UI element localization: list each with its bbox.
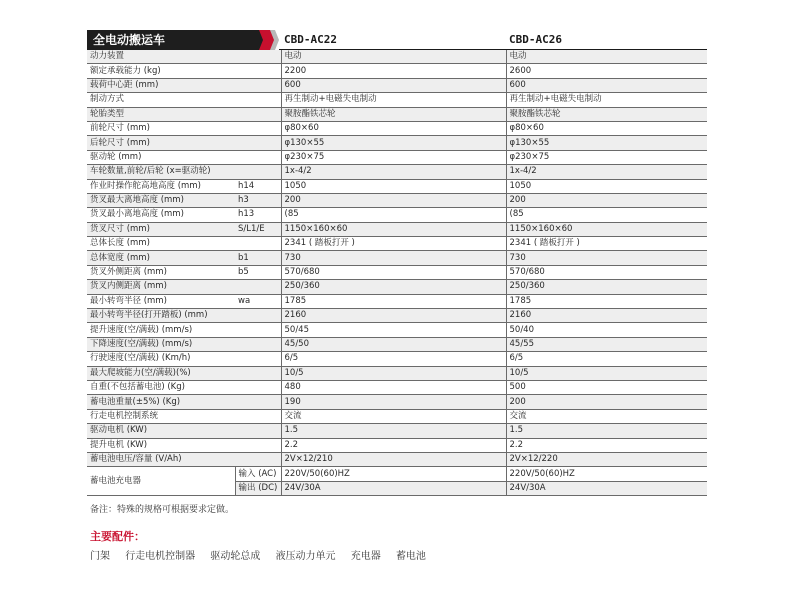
table-row — [87, 280, 707, 294]
spec-value-2: 200 — [506, 395, 707, 409]
spec-value-1: (85 — [281, 208, 506, 222]
spec-code — [235, 352, 281, 366]
spec-label: 制动方式 — [87, 93, 235, 107]
charger-sub-label: 输入 (AC) — [235, 467, 281, 481]
spec-code — [235, 380, 281, 394]
model-name-2: CBD-AC26 — [509, 33, 562, 46]
spec-value-2: 聚胺酯铁芯轮 — [506, 107, 707, 121]
spec-label: 蓄电池电压/容量 (V/Ah) — [87, 452, 235, 466]
spec-value-1: 聚胺酯铁芯轮 — [281, 107, 506, 121]
table-row — [87, 309, 707, 323]
table-row — [87, 208, 707, 222]
charger-sub-label: 输出 (DC) — [235, 481, 281, 495]
table-row — [87, 352, 707, 366]
spec-label: 蓄电池重量(±5%) (Kg) — [87, 395, 235, 409]
spec-label: 提升速度(空/满载) (mm/s) — [87, 323, 235, 337]
spec-value-2: 10/5 — [506, 366, 707, 380]
part-item: 蓄电池 — [395, 551, 426, 562]
spec-code — [235, 424, 281, 438]
table-row — [87, 424, 707, 438]
spec-label: 前轮尺寸 (mm) — [87, 121, 235, 135]
spec-code — [235, 280, 281, 294]
spec-value-2: 1150×160×60 — [506, 222, 707, 236]
spec-value-2: (85 — [506, 208, 707, 222]
spec-value-1: φ130×55 — [281, 136, 506, 150]
part-item: 行走电机控制器 — [125, 551, 196, 562]
page-title: 全电动搬运车 — [93, 33, 166, 47]
spec-code — [235, 150, 281, 164]
spec-header — [87, 30, 707, 50]
spec-code: b1 — [235, 251, 281, 265]
parts-title: 主要配件： — [90, 530, 145, 543]
spec-value-1: 570/680 — [281, 265, 506, 279]
spec-value-2: 200 — [506, 193, 707, 207]
spec-table — [87, 50, 707, 496]
part-item: 充电器 — [350, 551, 381, 562]
spec-code — [235, 165, 281, 179]
table-row — [87, 93, 707, 107]
spec-label: 额定承载能力 (kg) — [87, 64, 235, 78]
spec-label: 提升电机 (KW) — [87, 438, 235, 452]
spec-value-1: 480 — [281, 380, 506, 394]
spec-value-1: 2V×12/210 — [281, 452, 506, 466]
spec-value-1: 交流 — [281, 409, 506, 423]
spec-label: 最小转弯半径(打开踏板) (mm) — [87, 309, 235, 323]
table-row — [87, 121, 707, 135]
spec-value-2: 570/680 — [506, 265, 707, 279]
table-row — [87, 438, 707, 452]
spec-value-2: 2160 — [506, 309, 707, 323]
spec-label: 最大爬坡能力(空/满载)(%) — [87, 366, 235, 380]
spec-value-1: φ80×60 — [281, 121, 506, 135]
table-row — [87, 452, 707, 466]
spec-value-1: 50/45 — [281, 323, 506, 337]
spec-value-2: 1.5 — [506, 424, 707, 438]
table-row — [87, 467, 707, 481]
table-row — [87, 78, 707, 92]
table-row — [87, 150, 707, 164]
table-row — [87, 265, 707, 279]
spec-value-1: φ230×75 — [281, 150, 506, 164]
spec-value-1: 45/50 — [281, 337, 506, 351]
spec-value-2: 2.2 — [506, 438, 707, 452]
spec-value-1: 2341 ( 踏板打开 ) — [281, 237, 506, 251]
part-item: 液压动力单元 — [275, 551, 336, 562]
part-item: 驱动轮总成 — [210, 551, 261, 562]
charger-value-1: 24V/30A — [281, 481, 506, 495]
spec-code — [235, 366, 281, 380]
spec-value-2: 交流 — [506, 409, 707, 423]
table-row — [87, 237, 707, 251]
spec-code — [235, 78, 281, 92]
spec-value-2: φ230×75 — [506, 150, 707, 164]
spec-value-2: 730 — [506, 251, 707, 265]
spec-value-2: 600 — [506, 78, 707, 92]
charger-value-2: 24V/30A — [506, 481, 707, 495]
spec-code: wa — [235, 294, 281, 308]
spec-code: h3 — [235, 193, 281, 207]
spec-value-1: 再生制动+电磁失电制动 — [281, 93, 506, 107]
spec-value-2: 500 — [506, 380, 707, 394]
parts-list — [90, 547, 438, 562]
table-row — [87, 337, 707, 351]
spec-label: 货叉内侧距离 (mm) — [87, 280, 235, 294]
spec-value-2: 1050 — [506, 179, 707, 193]
table-row — [87, 165, 707, 179]
table-row — [87, 395, 707, 409]
spec-value-2: 250/360 — [506, 280, 707, 294]
table-row — [87, 136, 707, 150]
spec-label: 下降速度(空/满载) (mm/s) — [87, 337, 235, 351]
part-item: 门架 — [90, 551, 110, 562]
spec-value-2: 再生制动+电磁失电制动 — [506, 93, 707, 107]
table-row — [87, 366, 707, 380]
spec-value-1: 1.5 — [281, 424, 506, 438]
spec-code: S/L1/E — [235, 222, 281, 236]
spec-label: 货叉最大离地高度 (mm) — [87, 193, 235, 207]
table-row — [87, 179, 707, 193]
spec-label: 自重(不包括蓄电池) (Kg) — [87, 380, 235, 394]
spec-value-1: 电动 — [281, 50, 506, 64]
spec-label: 总体长度 (mm) — [87, 237, 235, 251]
model-name-1: CBD-AC22 — [284, 33, 337, 46]
spec-value-1: 1150×160×60 — [281, 222, 506, 236]
spec-code: h13 — [235, 208, 281, 222]
spec-code — [235, 309, 281, 323]
spec-code — [235, 395, 281, 409]
spec-code — [235, 409, 281, 423]
spec-label: 最小转弯半径 (mm) — [87, 294, 235, 308]
table-row — [87, 222, 707, 236]
spec-value-2: 2341 ( 踏板打开 ) — [506, 237, 707, 251]
spec-value-2: 电动 — [506, 50, 707, 64]
spec-code — [235, 93, 281, 107]
table-row — [87, 50, 707, 64]
table-row — [87, 323, 707, 337]
spec-code — [235, 64, 281, 78]
charger-value-2: 220V/50(60)HZ — [506, 467, 707, 481]
table-row — [87, 193, 707, 207]
spec-value-2: 45/55 — [506, 337, 707, 351]
spec-code — [235, 337, 281, 351]
spec-code: h14 — [235, 179, 281, 193]
spec-label: 作业时操作舵高地高度 (mm) — [87, 179, 235, 193]
table-row — [87, 251, 707, 265]
spec-code — [235, 136, 281, 150]
spec-label: 行驶速度(空/满载) (Km/h) — [87, 352, 235, 366]
spec-code — [235, 438, 281, 452]
table-row — [87, 64, 707, 78]
spec-label: 动力装置 — [87, 50, 235, 64]
spec-value-2: φ80×60 — [506, 121, 707, 135]
table-row — [87, 380, 707, 394]
spec-label: 货叉最小离地高度 (mm) — [87, 208, 235, 222]
spec-code — [235, 107, 281, 121]
spec-value-2: 50/40 — [506, 323, 707, 337]
spec-value-2: 1x-4/2 — [506, 165, 707, 179]
spec-label: 行走电机控制系统 — [87, 409, 235, 423]
spec-value-2: 2600 — [506, 64, 707, 78]
spec-value-1: 1x-4/2 — [281, 165, 506, 179]
spec-label: 货叉尺寸 (mm) — [87, 222, 235, 236]
spec-value-1: 2160 — [281, 309, 506, 323]
spec-value-1: 600 — [281, 78, 506, 92]
spec-value-1: 1785 — [281, 294, 506, 308]
spec-value-2: 2V×12/220 — [506, 452, 707, 466]
charger-label: 蓄电池充电器 — [87, 467, 235, 496]
spec-label: 总体宽度 (mm) — [87, 251, 235, 265]
table-row — [87, 294, 707, 308]
spec-value-1: 6/5 — [281, 352, 506, 366]
spec-code — [235, 452, 281, 466]
spec-value-2: 6/5 — [506, 352, 707, 366]
spec-value-1: 200 — [281, 193, 506, 207]
table-row — [87, 409, 707, 423]
spec-value-1: 1050 — [281, 179, 506, 193]
spec-label: 载荷中心距 (mm) — [87, 78, 235, 92]
spec-value-1: 250/360 — [281, 280, 506, 294]
spec-code: b5 — [235, 265, 281, 279]
spec-label: 轮胎类型 — [87, 107, 235, 121]
spec-code — [235, 121, 281, 135]
spec-label: 后轮尺寸 (mm) — [87, 136, 235, 150]
spec-value-1: 10/5 — [281, 366, 506, 380]
spec-label: 驱动电机 (KW) — [87, 424, 235, 438]
spec-value-1: 730 — [281, 251, 506, 265]
spec-label: 车轮数量,前轮/后轮 (x=驱动轮) — [87, 165, 235, 179]
charger-value-1: 220V/50(60)HZ — [281, 467, 506, 481]
spec-label: 货叉外侧距离 (mm) — [87, 265, 235, 279]
spec-value-2: 1785 — [506, 294, 707, 308]
table-row — [87, 107, 707, 121]
note-text: 备注：特殊的规格可根据要求定做。 — [90, 505, 235, 515]
spec-label: 驱动轮 (mm) — [87, 150, 235, 164]
spec-value-1: 190 — [281, 395, 506, 409]
spec-value-1: 2200 — [281, 64, 506, 78]
spec-code — [235, 50, 281, 64]
spec-value-2: φ130×55 — [506, 136, 707, 150]
spec-value-1: 2.2 — [281, 438, 506, 452]
spec-code — [235, 323, 281, 337]
spec-code — [235, 237, 281, 251]
